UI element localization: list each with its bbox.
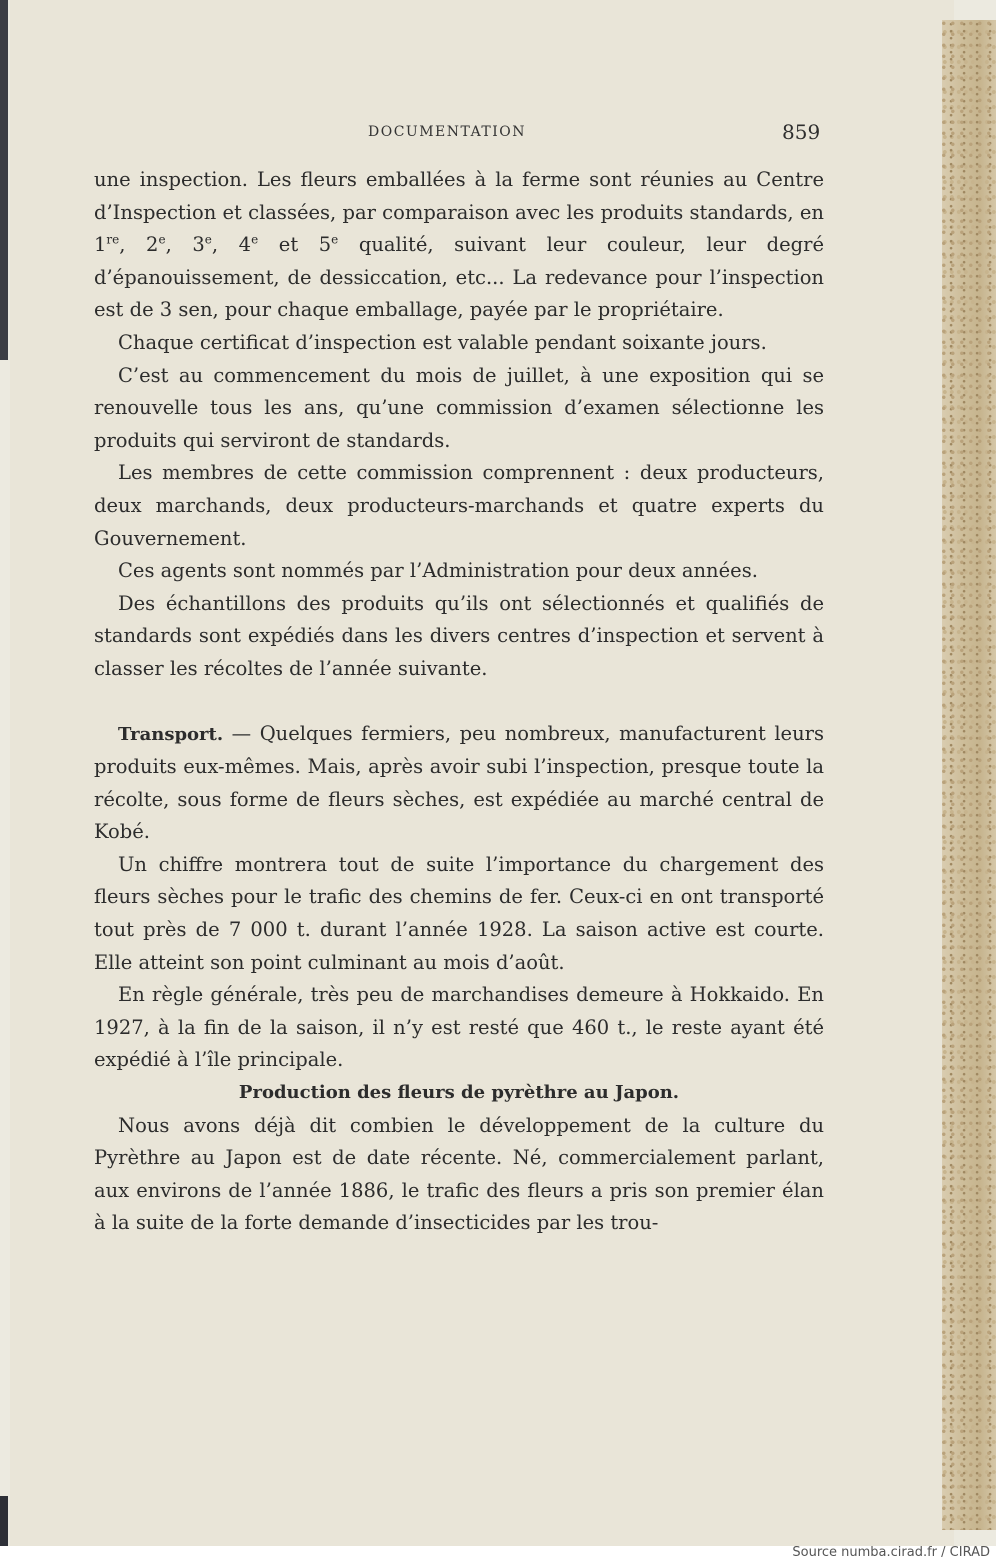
paragraph-transport: Transport. — Quelques fermiers, peu nombreux, manufacturent leurs produits eux-mêmes. Mais, après avoir subi l’inspection, presque toute la récolte, sous forme de fleurs sèches, est expédiée au marché central de Kobé. <box>94 721 824 844</box>
paragraph-1: une inspection. Les fleurs emballées à la ferme sont réunies au Centre d’Inspection et classées, par comparaison avec les produits standards, en 1re, 2e, 3e, 4e et 5e qualité, suivant leur couleur, leur degré d’épanouissement, de dessiccation, etc... La redevance pour l’inspection est de 3 sen, pour chaque emballage, payée par le propriétaire. <box>94 168 824 322</box>
paragraph-6: Des échantillons des produits qu’ils ont sélectionnés et qualifiés de standards sont expédiés dans les divers centres d’inspection et servent à classer les récoltes de l’année suivante. <box>94 591 824 680</box>
paragraph-10: Nous avons déjà dit combien le développement de la culture du Pyrèthre au Japon est de date récente. Né, commercialement parlant, aux environs de l’année 1886, le trafic des fleurs a pris son premier élan à la suite de la forte demande d’insecticides par les trou- <box>94 1113 824 1235</box>
page-number: 859 <box>782 120 821 144</box>
section-heading: Production des fleurs de pyrèthre au Japon. <box>238 1082 680 1104</box>
paragraph-3: C’est au commencement du mois de juillet, à une exposition qui se renouvelle tous les ans, qu’une commission d’examen sélectionne les produits qui serviront de standards. <box>94 363 824 452</box>
source-credit: Source numba.cirad.fr / CIRAD <box>792 1545 990 1560</box>
paragraph-9: En règle générale, très peu de marchandises demeure à Hokkaido. En 1927, à la fin de la saison, il n’y est resté que 460 t., le reste ayant été expédié à l’île principale. <box>94 983 824 1072</box>
scan-edge-bottom <box>0 1496 8 1546</box>
paragraph-5: Ces agents sont nommés par l’Administration pour deux années. <box>118 559 758 583</box>
body-text <box>94 164 824 1240</box>
paragraph-4: Les membres de cette commission comprennent : deux producteurs, deux marchands, deux producteurs-marchands et quatre experts du Gouvernement. <box>94 461 824 550</box>
scan-edge-top <box>0 0 8 360</box>
running-head: DOCUMENTATION <box>368 124 527 140</box>
page-header <box>0 122 996 146</box>
paragraph-8: Un chiffre montrera tout de suite l’importance du chargement des fleurs sèches pour le trafic des chemins de fer. Ceux-ci en ont transporté tout près de 7 000 t. durant l’année 1928. La saison active est courte. Elle atteint son point culminant au mois d’août. <box>94 852 824 974</box>
paragraph-2: Chaque certificat d’inspection est valable pendant soixante jours. <box>118 330 767 354</box>
run-in-heading: Transport. <box>118 723 224 745</box>
foxed-page-edge <box>942 20 996 1530</box>
